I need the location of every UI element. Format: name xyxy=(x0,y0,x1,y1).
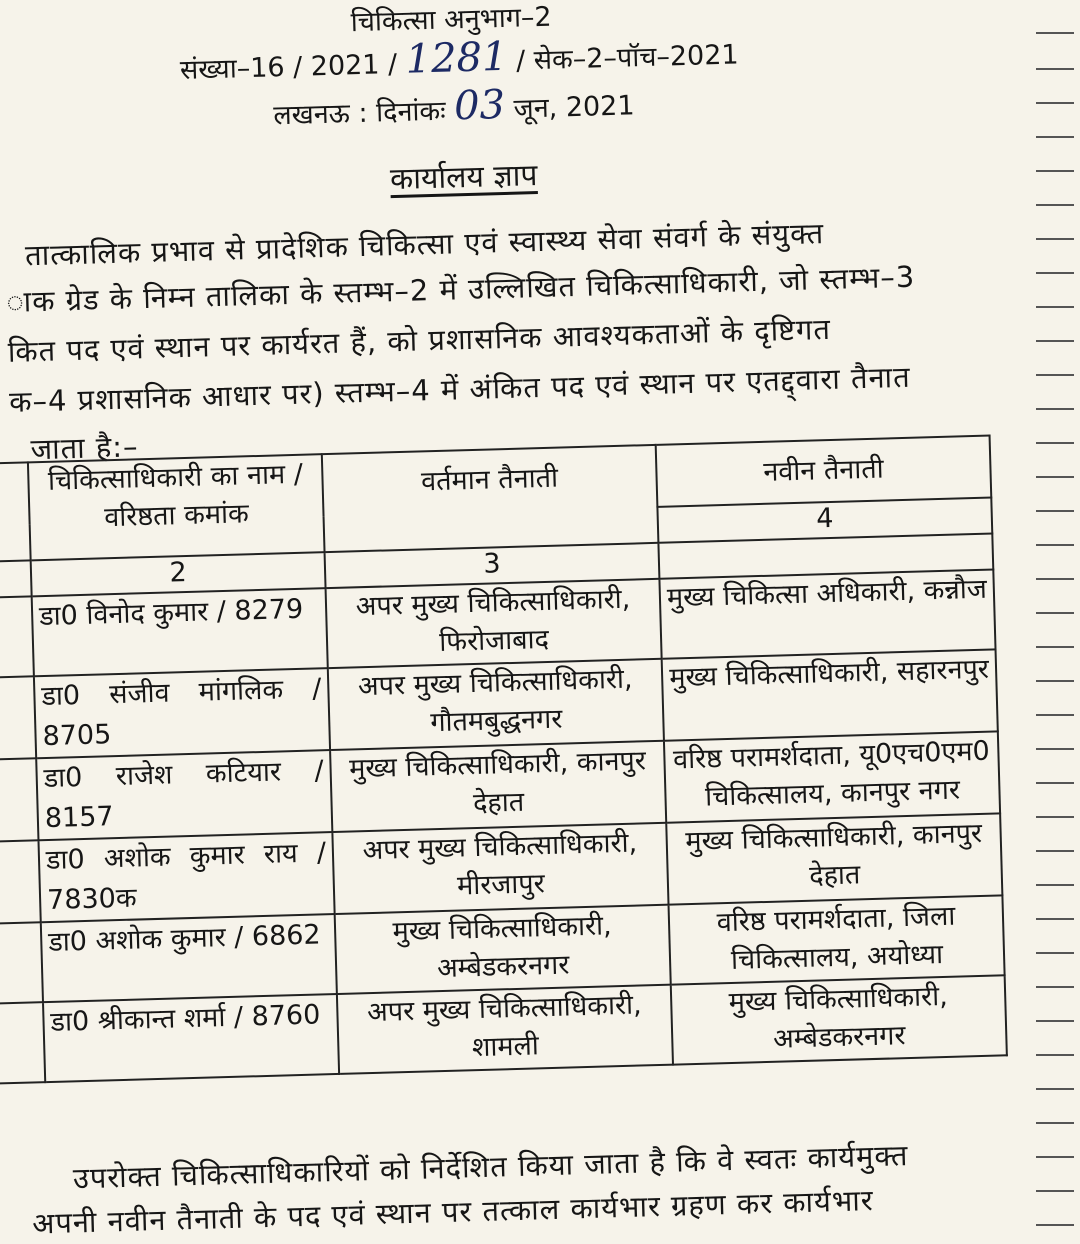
handwritten-number: 1281 xyxy=(404,33,509,83)
current-posting: मुख्य चिकित्साधिकारी, अम्बेडकरनगर xyxy=(335,905,671,994)
col1-number xyxy=(0,560,32,597)
new-posting: वरिष्ठ परामर्शदाता, यू0एच0एम0 चिकित्सालय, कानपुर नगर xyxy=(664,731,1000,822)
current-posting: अपर मुख्य चिकित्साधिकारी, शामली xyxy=(337,985,673,1074)
memo-title: कार्यालय ज्ञाप xyxy=(389,158,538,198)
handwritten-date: 03 xyxy=(453,81,506,130)
footer-line-2: अपनी नवीन तैनाती के पद एवं स्थान पर तत्काल कार्यभार ग्रहण कर कार्यभार xyxy=(31,1183,875,1241)
current-posting: मुख्य चिकित्साधिकारी, कानपुर देहात xyxy=(330,741,666,832)
col2-number: 2 xyxy=(31,552,326,596)
row-serial xyxy=(0,596,34,677)
reference-number xyxy=(179,27,739,89)
new-posting-header: नवीन तैनाती xyxy=(656,436,992,507)
date-suffix: जून, 2021 xyxy=(513,90,635,125)
serial-header xyxy=(0,462,31,561)
body-line-2: ाक ग्रेड के निम्न तालिका के स्तम्भ–2 में उल्लिखित चिकित्साधिकारी, जो स्तम्भ–3 xyxy=(5,259,916,319)
current-posting: अपर मुख्य चिकित्साधिकारी, गौतमबुद्धनगर xyxy=(328,659,664,750)
footer-line-1: उपरोक्त चिकित्साधिकारियों को निर्देशित किया जाता है कि वे स्वतः कार्यमुक्त xyxy=(72,1138,909,1196)
officer-name: डा0 अशोक कुमार राय / 7830क xyxy=(38,832,334,922)
officer-name: डा0 अशोक कुमार / 6862 xyxy=(41,914,337,1002)
new-posting: मुख्य चिकित्साधिकारी, सहारनपुर xyxy=(662,649,998,740)
notebook-margin-lines xyxy=(1028,0,1080,1238)
current-posting: अपर मुख्य चिकित्साधिकारी, फिरोजाबाद xyxy=(326,579,662,668)
number-prefix: संख्या–16 / 2021 / xyxy=(179,48,398,86)
current-posting: अपर मुख्य चिकित्साधिकारी, मीरजापुर xyxy=(332,823,668,914)
col3-number: 3 xyxy=(325,543,660,588)
date-line xyxy=(273,78,635,134)
new-posting: मुख्य चिकित्सा अधिकारी, कन्नौज xyxy=(659,569,995,658)
row-serial xyxy=(0,1002,45,1083)
current-posting-header: वर्तमान तैनाती xyxy=(322,445,659,552)
date-prefix: लखनऊ : दिनांकः xyxy=(272,95,447,132)
officer-name-header: चिकित्साधिकारी का नाम / वरिष्ठता कमांक xyxy=(28,454,325,560)
body-line-5: जाता है:– xyxy=(30,429,139,467)
new-posting: मुख्य चिकित्साधिकारी, अम्बेडकरनगर xyxy=(671,975,1007,1064)
officer-name: डा0 संजीव मांगलिक / 8705 xyxy=(34,668,330,758)
officer-name: डा0 श्रीकान्त शर्मा / 8760 xyxy=(43,994,339,1082)
body-line-3: कित पद एवं स्थान पर कार्यरत हैं, को प्रशासनिक आवश्यकताओं के दृष्टिगत xyxy=(7,311,832,369)
row-serial xyxy=(0,676,36,759)
row-serial xyxy=(0,758,38,841)
body-line-4: क–4 प्रशासनिक आधार पर) स्तम्भ–4 में अंकित पद एवं स्थान पर एतद्द्वारा तैनात xyxy=(8,359,912,419)
section-text: चिकित्सा अनुभाग–2 xyxy=(350,1,553,39)
posting-table xyxy=(0,435,1008,1085)
body-line-1: तात्कालिक प्रभाव से प्रादेशिक चिकित्सा एवं स्वास्थ्य सेवा संवर्ग के संयुक्त xyxy=(24,216,825,273)
new-posting: वरिष्ठ परामर्शदाता, जिला चिकित्सालय, अयोध्या xyxy=(669,895,1005,984)
number-suffix: / सेक–2–पॉच–2021 xyxy=(515,39,740,77)
new-posting: मुख्य चिकित्साधिकारी, कानपुर देहात xyxy=(666,813,1002,904)
row-serial xyxy=(0,840,41,923)
officer-name: डा0 राजेश कटियार / 8157 xyxy=(36,750,332,840)
row-serial xyxy=(0,922,43,1003)
officer-name: डा0 विनोद कुमार / 8279 xyxy=(32,588,328,676)
col4-number: 4 xyxy=(657,498,992,543)
